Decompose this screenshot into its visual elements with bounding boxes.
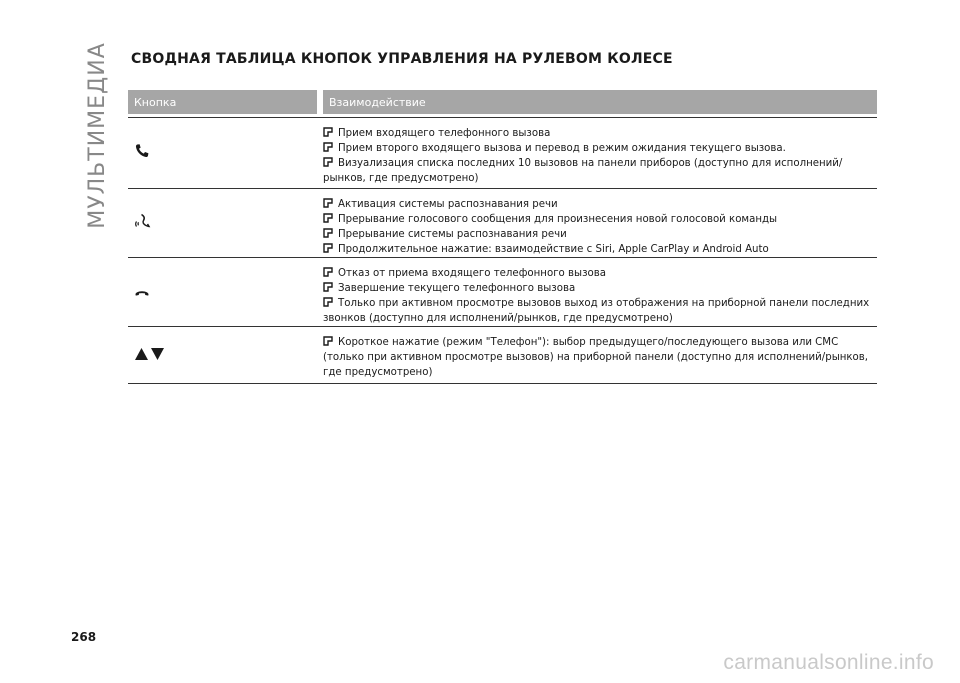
checkbox-bullet-icon [323, 267, 333, 277]
list-item: Продолжительное нажатие: взаимодействие с Siri, Apple CarPlay и Android Auto [323, 242, 877, 257]
arrows-up-down-icon [134, 346, 166, 365]
list-item: Прием второго входящего вызова и перевод в режим ожидания текущего вызова. [323, 141, 877, 156]
phone-answer-icon [134, 143, 150, 163]
section-side-title-text: МУЛЬТИМЕДИА [84, 41, 110, 229]
button-cell [128, 327, 323, 383]
list-item: Прерывание системы распознавания речи [323, 227, 877, 242]
checkbox-bullet-icon [323, 198, 333, 208]
list-item: Визуализация списка последних 10 вызовов на панели приборов (доступно для исполнений/рынков, где предусмотрено) [323, 158, 843, 184]
controls-table [128, 90, 877, 384]
checkbox-bullet-icon [323, 297, 333, 307]
checkbox-bullet-icon [323, 336, 333, 346]
list-item: Прерывание голосового сообщения для произнесения новой голосовой команды [323, 212, 877, 227]
action-cell [323, 327, 877, 383]
button-cell [128, 189, 323, 257]
header-button-column: Кнопка [128, 90, 317, 114]
list-item: Только при активном просмотре вызовов выход из отображения на приборной панели последних звонков (доступно для исполнений/рынков, где предусмотрено) [323, 298, 870, 324]
list-item: Короткое нажатие (режим "Телефон"): выбор предыдущего/последующего вызова или СМС (только при активном просмотре вызовов) на приборной панели (доступно для исполнений/рынков, где предусмотрено) [323, 337, 869, 378]
table-row [128, 189, 877, 258]
checkbox-bullet-icon [323, 157, 333, 167]
header-action-column: Взаимодействие [323, 90, 877, 114]
checkbox-bullet-icon [323, 228, 333, 238]
table-row [128, 118, 877, 189]
action-cell [323, 118, 877, 188]
section-side-title [77, 41, 117, 229]
watermark: carmanualsonline.info [723, 651, 934, 674]
list-item: Прием входящего телефонного вызова [323, 126, 877, 141]
action-cell [323, 189, 877, 257]
list-item: Завершение текущего телефонного вызова [323, 281, 877, 296]
phone-hangup-icon [134, 283, 150, 302]
list-item: Активация системы распознавания речи [323, 197, 877, 212]
page-number: 268 [71, 630, 97, 644]
list-item: Отказ от приема входящего телефонного вызова [323, 266, 877, 281]
checkbox-bullet-icon [323, 282, 333, 292]
table-row [128, 258, 877, 327]
table-header [128, 90, 877, 114]
button-cell [128, 118, 323, 188]
button-cell [128, 258, 323, 326]
table-row [128, 327, 877, 384]
voice-recognition-icon [134, 212, 152, 234]
checkbox-bullet-icon [323, 213, 333, 223]
page-title: СВОДНАЯ ТАБЛИЦА КНОПОК УПРАВЛЕНИЯ НА РУЛЕВОМ КОЛЕСЕ [131, 51, 673, 67]
checkbox-bullet-icon [323, 142, 333, 152]
action-cell [323, 258, 877, 326]
checkbox-bullet-icon [323, 243, 333, 253]
checkbox-bullet-icon [323, 127, 333, 137]
